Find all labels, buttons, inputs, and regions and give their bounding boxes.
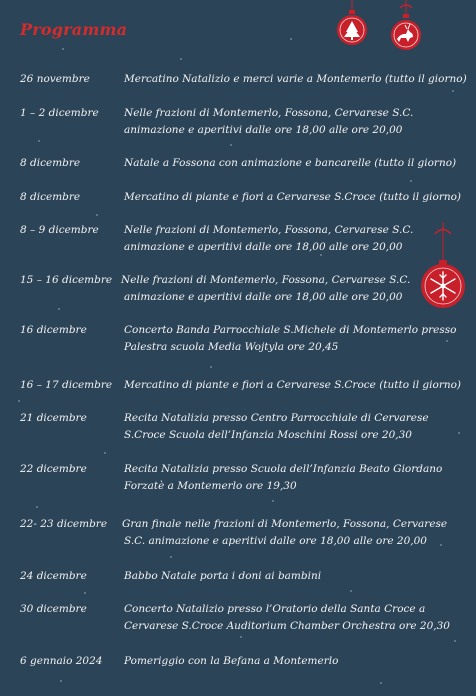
event-date: 16 dicembre — [20, 324, 87, 336]
event-line: animazione e aperitivi dalle ore 18,00 alle ore 20,00 — [124, 291, 403, 303]
event-line: Concerto Natalizio presso l’Oratorio della Santa Croce a — [124, 603, 426, 615]
event-description — [124, 461, 469, 495]
event-line: Mercatino Natalizio e merci varie a Montemerlo (tutto il giorno) — [124, 73, 467, 85]
event-line: Babbo Natale porta i doni ai bambini — [124, 570, 322, 582]
event-line: Cervarese S.Croce Auditorium Chamber Orchestra ore 20,30 — [124, 620, 450, 632]
event-line: animazione e aperitivi dalle ore 18,00 alle ore 20,00 — [124, 124, 403, 136]
event-description — [124, 653, 469, 670]
event-description — [124, 322, 469, 356]
page-title: Programma — [20, 20, 128, 39]
event-description — [124, 71, 469, 88]
event-line: Gran finale nelle frazioni di Montemerlo, Fossona, Cervarese — [122, 518, 448, 530]
reindeer-ornament-icon — [388, 0, 424, 56]
event-description — [122, 516, 467, 550]
event-date: 22- 23 dicembre — [20, 518, 108, 530]
event-line: Nelle frazioni di Montemerlo, Fossona, Cervarese S.C. — [124, 224, 414, 236]
event-date: 22 dicembre — [20, 463, 87, 475]
event-date: 8 dicembre — [20, 191, 81, 203]
event-date: 30 dicembre — [20, 603, 87, 615]
event-description — [124, 377, 469, 394]
event-date: 26 novembre — [20, 73, 90, 85]
event-line: Natale a Fossona con animazione e bancarelle (tutto il giorno) — [124, 157, 457, 169]
event-date: 15 – 16 dicembre — [20, 274, 113, 286]
event-date: 1 – 2 dicembre — [20, 107, 99, 119]
tree-ornament-icon — [334, 0, 370, 50]
event-date: 6 gennaio 2024 — [20, 655, 103, 667]
event-description — [124, 601, 469, 635]
event-line: Nelle frazioni di Montemerlo, Fossona, Cervarese S.C. — [121, 274, 411, 286]
event-date: 8 dicembre — [20, 157, 81, 169]
event-line: S.C. animazione e aperitivi dalle ore 18,00 alle ore 20,00 — [124, 535, 427, 547]
event-description — [124, 222, 469, 256]
event-description — [124, 410, 469, 444]
event-line: Mercatino di piante e fiori a Cervarese S.Croce (tutto il giorno) — [124, 379, 462, 391]
event-description — [121, 272, 466, 306]
event-line: Mercatino di piante e fiori a Cervarese S.Croce (tutto il giorno) — [124, 191, 462, 203]
event-line: Recita Natalizia presso Scuola dell’Infanzia Beato Giordano — [124, 463, 443, 475]
event-description — [124, 155, 469, 172]
event-line: Recita Natalizia presso Centro Parrocchiale di Cervarese — [124, 412, 429, 424]
event-description — [124, 105, 469, 139]
event-description — [124, 568, 469, 585]
event-line: Forzatè a Montemerlo ore 19,30 — [124, 480, 297, 492]
event-line: Concerto Banda Parrocchiale S.Michele di Montemerlo presso — [124, 324, 457, 336]
event-line: Pomeriggio con la Befana a Montemerlo — [124, 655, 339, 667]
event-description — [124, 189, 469, 206]
event-line: S.Croce Scuola dell’Infanzia Moschini Rossi ore 20,30 — [124, 429, 412, 441]
event-line: Nelle frazioni di Montemerlo, Fossona, Cervarese S.C. — [124, 107, 414, 119]
event-line: animazione e aperitivi dalle ore 18,00 alle ore 20,00 — [124, 241, 403, 253]
event-date: 21 dicembre — [20, 412, 87, 424]
event-line: Palestra scuola Media Wojtyla ore 20,45 — [124, 341, 339, 353]
event-date: 8 – 9 dicembre — [20, 224, 99, 236]
event-date: 16 – 17 dicembre — [20, 379, 113, 391]
event-date: 24 dicembre — [20, 570, 87, 582]
